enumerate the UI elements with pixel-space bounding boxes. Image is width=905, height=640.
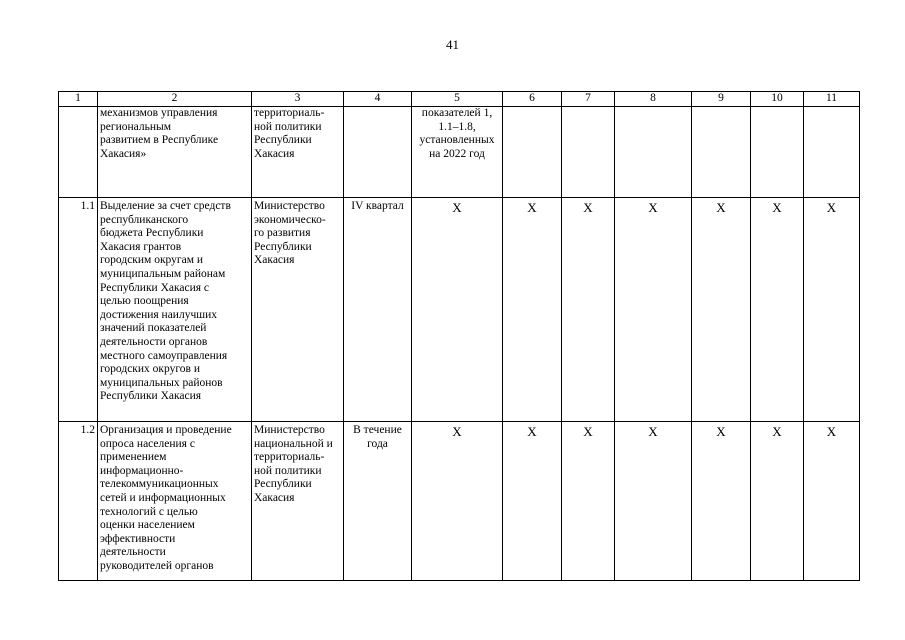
- cell-8: Х: [615, 198, 692, 422]
- row-number: 1.1: [59, 198, 98, 422]
- header-cell: 4: [344, 92, 412, 107]
- cell-7: Х: [562, 198, 615, 422]
- header-cell: 7: [562, 92, 615, 107]
- measure-name: Выделение за счет средств республиканского бюджета Республики Хакасия грантов городским округам и муниципальным районам Республики Хакасия с целью поощрения достижения наилучших значений показателей деятельности органов местного самоуправления городских округов и муниципальных районов Республики Хакасия: [98, 198, 252, 422]
- cell-9: Х: [692, 422, 751, 581]
- cell-11: Х: [804, 422, 860, 581]
- header-cell: 2: [98, 92, 252, 107]
- cell-7: Х: [562, 422, 615, 581]
- cell-6: Х: [503, 198, 562, 422]
- page-number: 41: [446, 37, 459, 52]
- cell-7: [562, 107, 615, 198]
- term: IV квартал: [344, 198, 412, 422]
- cell-10: Х: [751, 422, 804, 581]
- cell-9: Х: [692, 198, 751, 422]
- indicator: показателей 1, 1.1–1.8, установленных на 2022 год: [412, 107, 503, 198]
- row-number: [59, 107, 98, 198]
- cell-8: [615, 107, 692, 198]
- indicator: Х: [412, 198, 503, 422]
- term: [344, 107, 412, 198]
- executor: территориаль- ной политики Республики Хакасия: [252, 107, 344, 198]
- cell-6: Х: [503, 422, 562, 581]
- cell-11: Х: [804, 198, 860, 422]
- header-cell: 11: [804, 92, 860, 107]
- table-row: [59, 422, 860, 581]
- plan-table: [58, 91, 860, 581]
- cell-8: Х: [615, 422, 692, 581]
- header-cell: 1: [59, 92, 98, 107]
- table-row: [59, 107, 860, 198]
- header-cell: 8: [615, 92, 692, 107]
- header-cell: 9: [692, 92, 751, 107]
- header-cell: 5: [412, 92, 503, 107]
- measure-name: Организация и проведение опроса населения с применением информационно- телекоммуникационных сетей и информационных технологий с целью оценки населением эффективности деятельности руководителей органов: [98, 422, 252, 581]
- cell-10: [751, 107, 804, 198]
- executor: Министерство национальной и территориаль- ной политики Республики Хакасия: [252, 422, 344, 581]
- header-row: [59, 92, 860, 107]
- cell-6: [503, 107, 562, 198]
- header-cell: 3: [252, 92, 344, 107]
- row-number: 1.2: [59, 422, 98, 581]
- measure-name: механизмов управления региональным развитием в Республике Хакасия»: [98, 107, 252, 198]
- header-cell: 10: [751, 92, 804, 107]
- executor: Министерство экономическо- го развития Республики Хакасия: [252, 198, 344, 422]
- cell-11: [804, 107, 860, 198]
- header-cell: 6: [503, 92, 562, 107]
- indicator: Х: [412, 422, 503, 581]
- term: В течение года: [344, 422, 412, 581]
- cell-9: [692, 107, 751, 198]
- cell-10: Х: [751, 198, 804, 422]
- table-row: [59, 198, 860, 422]
